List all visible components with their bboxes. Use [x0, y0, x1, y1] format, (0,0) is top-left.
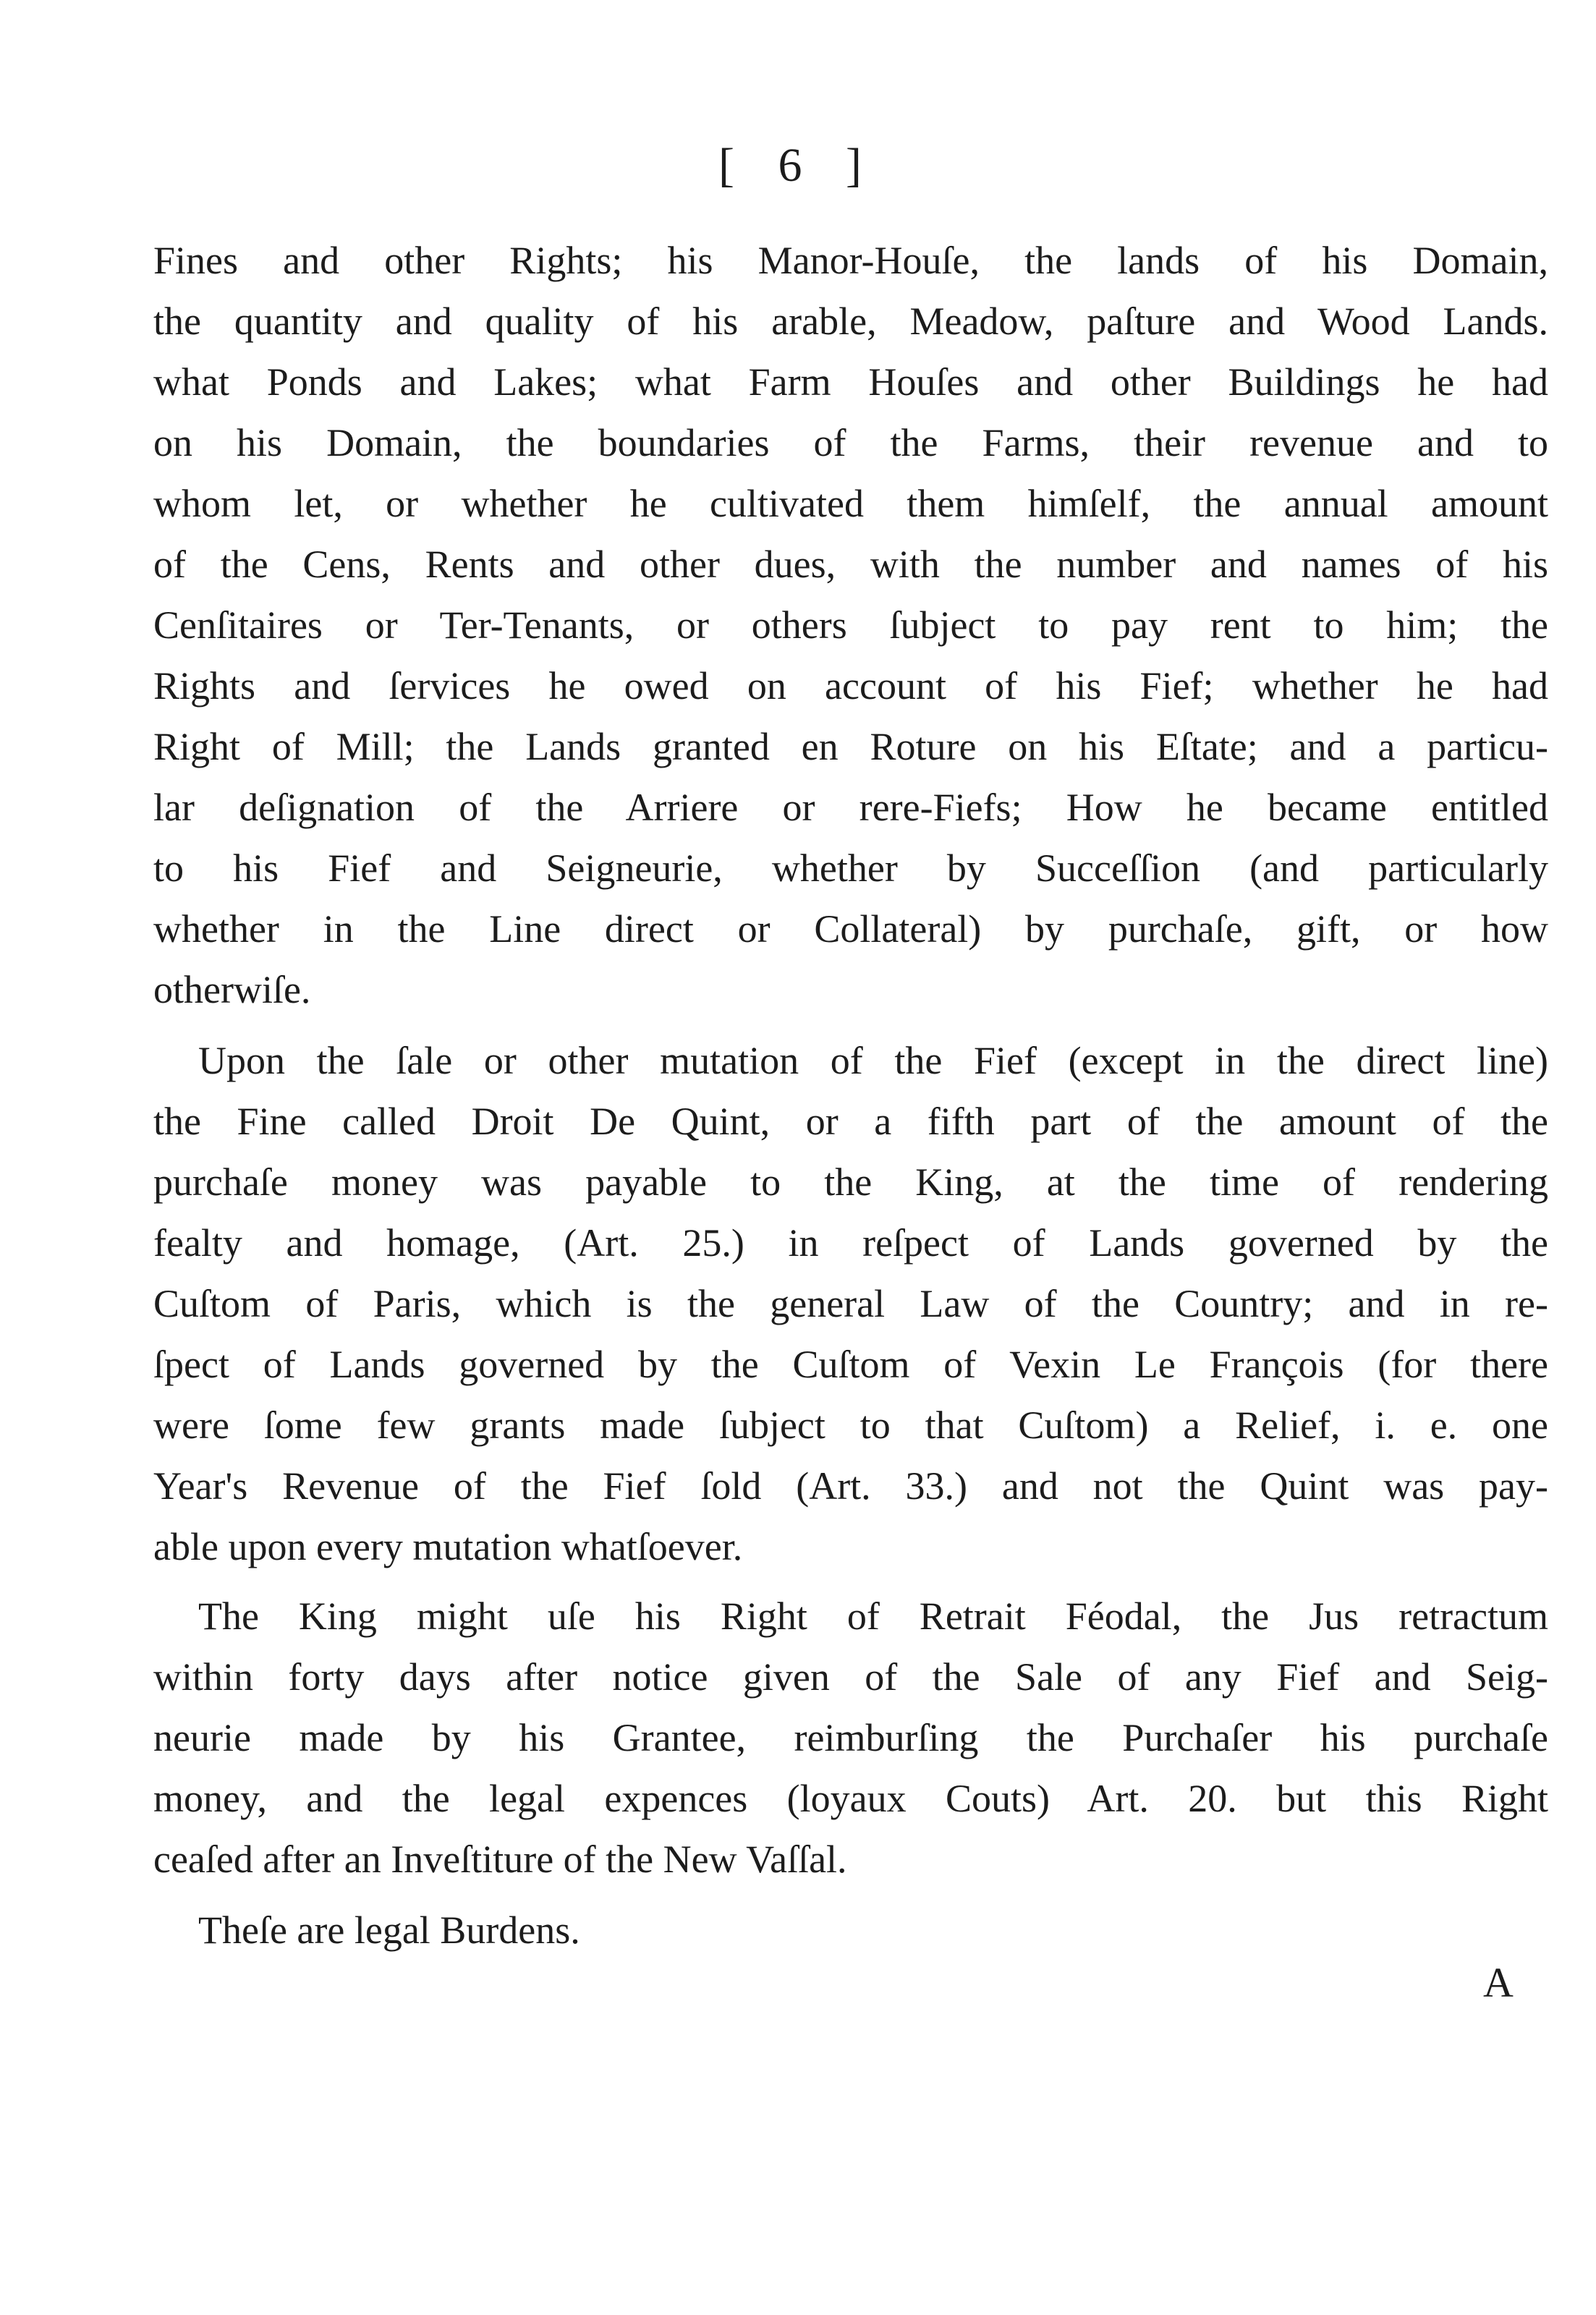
text-line: Rights and ſervices he owed on account of his Fief; whether he had [153, 664, 1548, 708]
text-line: lar deſignation of the Arriere or rere-Fiefs; How he became entitled [153, 786, 1548, 829]
text-line: able upon every mutation whatſoever. [153, 1525, 743, 1568]
text-line: Upon the ſale or other mutation of the Fief (except in the direct line) [198, 1039, 1548, 1082]
text-line: on his Domain, the boundaries of the Farms, their revenue and to [153, 421, 1548, 464]
text-line: within forty days after notice given of the Sale of any Fief and Seig- [153, 1655, 1548, 1699]
text-line: Year's Revenue of the Fief ſold (Art. 33.) and not the Quint was pay- [153, 1464, 1548, 1508]
text-line: Right of Mill; the Lands granted en Roture on his Eſtate; and a particu- [153, 725, 1548, 768]
text-line: the Fine called Droit De Quint, or a fifth part of the amount of the [153, 1100, 1548, 1143]
text-line: Fines and other Rights; his Manor-Houſe, the lands of his Domain, [153, 239, 1548, 282]
text-line: whom let, or whether he cultivated them himſelf, the annual amount [153, 482, 1548, 525]
text-line: what Ponds and Lakes; what Farm Houſes and other Buildings he had [153, 360, 1548, 404]
text-line: purchaſe money was payable to the King, at the time of rendering [153, 1160, 1548, 1204]
catchword: A [1483, 1959, 1514, 2006]
text-line: fealty and homage, (Art. 25.) in reſpect of Lands governed by the [153, 1221, 1548, 1265]
paragraph [153, 1030, 1548, 1577]
text-line: Cenſitaires or Ter-Tenants, or others ſubject to pay rent to him; the [153, 603, 1548, 647]
text-line: Theſe are legal Burdens. [198, 1908, 580, 1952]
text-line: were ſome few grants made ſubject to that Cuſtom) a Relief, i. e. one [153, 1403, 1548, 1447]
page-number: [ 6 ] [718, 139, 878, 192]
text-line: whether in the Line direct or Collateral) by purchaſe, gift, or how [153, 907, 1548, 951]
text-line: ceaſed after an Inveſtiture of the New Vaſſal. [153, 1838, 847, 1881]
text-line: money, and the legal expences (loyaux Couts) Art. 20. but this Right [153, 1777, 1548, 1820]
text-line: of the Cens, Rents and other dues, with the number and names of his [153, 543, 1548, 586]
text-line: neurie made by his Grantee, reimburſing the Purchaſer his purchaſe [153, 1716, 1548, 1759]
text-line: ſpect of Lands governed by the Cuſtom of Vexin Le François (for there [153, 1343, 1548, 1386]
text-line: The King might uſe his Right of Retrait Féodal, the Jus retractum [198, 1594, 1548, 1638]
paragraph [153, 230, 1548, 1020]
text-line: to his Fief and Seigneurie, whether by Succeſſion (and particularly [153, 846, 1548, 890]
text-line: Cuſtom of Paris, which is the general Law of the Country; and in re- [153, 1282, 1548, 1325]
text-line: the quantity and quality of his arable, Meadow, paſture and Wood Lands. [153, 300, 1548, 343]
paragraph [153, 1586, 1548, 1890]
paragraph [153, 1900, 1548, 1961]
text-line: otherwiſe. [153, 968, 311, 1011]
